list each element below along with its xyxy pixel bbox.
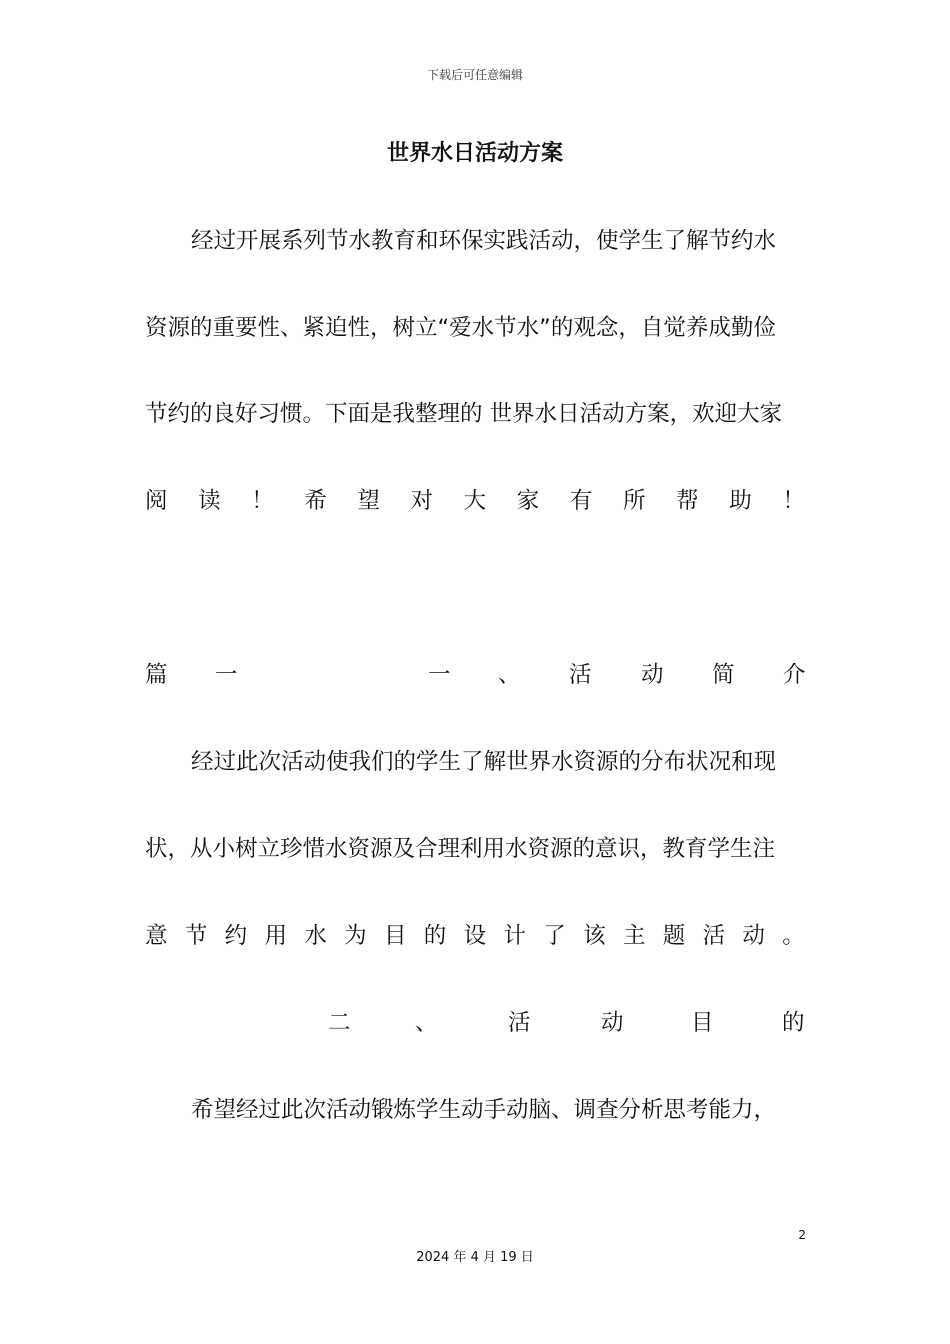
- char: 动: [601, 1010, 624, 1036]
- section-1-heading: [145, 658, 805, 692]
- char: 一: [215, 662, 238, 688]
- char: 目: [691, 1010, 714, 1036]
- char: 动: [742, 923, 765, 949]
- char: 帮: [676, 488, 699, 514]
- char: 介: [783, 662, 806, 688]
- char: 活: [702, 923, 726, 949]
- char: 。: [782, 923, 805, 949]
- char: 活: [569, 662, 592, 688]
- char: 助: [729, 488, 752, 514]
- char: ！: [782, 488, 805, 514]
- section-2-line-1: 希望经过此次活动锻炼学生动手动脑、调查分析思考能力，: [191, 1097, 777, 1123]
- char: 意: [145, 923, 168, 949]
- section-2-heading: [145, 1006, 805, 1040]
- page-number: 2: [798, 1228, 806, 1242]
- char: 大: [463, 488, 487, 514]
- char: 水: [304, 923, 327, 949]
- char: 设: [463, 923, 487, 949]
- char: 约: [224, 923, 248, 949]
- char: 目: [383, 923, 407, 949]
- header-note: 下载后可任意编辑: [426, 68, 523, 82]
- char: ！: [251, 488, 274, 514]
- char: 计: [503, 923, 526, 949]
- char: 用: [264, 923, 287, 949]
- char: 的: [423, 923, 447, 949]
- footer-date: 2024 年 4 月 19 日: [416, 1250, 534, 1265]
- char: 一: [428, 662, 451, 688]
- char: 了: [543, 923, 566, 949]
- char: 所: [622, 488, 646, 514]
- intro-line-3: 节约的良好习惯。下面是我整理的 世界水日活动方案，欢迎大家: [145, 401, 783, 427]
- intro-line-2: 资源的重要性、紧迫性，树立“爱水节水”的观念，自觉养成勤俭: [145, 315, 776, 341]
- char: 题: [662, 923, 686, 949]
- char: 、: [415, 1010, 438, 1036]
- char: 的: [782, 1010, 805, 1036]
- char: 该: [583, 923, 606, 949]
- char: 对: [410, 488, 434, 514]
- char: 读: [198, 488, 221, 514]
- char: 简: [712, 662, 735, 688]
- char: 、: [498, 662, 521, 688]
- char: 二: [328, 1010, 351, 1036]
- char: 篇: [145, 662, 168, 688]
- char: 家: [516, 488, 540, 514]
- section-1-line-2: 状，从小树立珍惜水资源及合理利用水资源的意识，教育学生注: [145, 836, 776, 862]
- char: 望: [357, 488, 380, 514]
- char: 主: [622, 923, 646, 949]
- section-1-line-3: [145, 919, 805, 953]
- intro-line-4: [145, 484, 805, 518]
- char: 希: [304, 488, 327, 514]
- char: 活: [508, 1010, 531, 1036]
- char: 动: [641, 662, 664, 688]
- char: 为: [344, 923, 367, 949]
- intro-line-1: 经过开展系列节水教育和环保实践活动，使学生了解节约水: [191, 228, 777, 254]
- char: 节: [184, 923, 208, 949]
- section-1-line-1: 经过此次活动使我们的学生了解世界水资源的分布状况和现: [191, 749, 777, 775]
- document-title: 世界水日活动方案: [386, 141, 563, 166]
- char: 阅: [145, 488, 168, 514]
- char: 有: [569, 488, 593, 514]
